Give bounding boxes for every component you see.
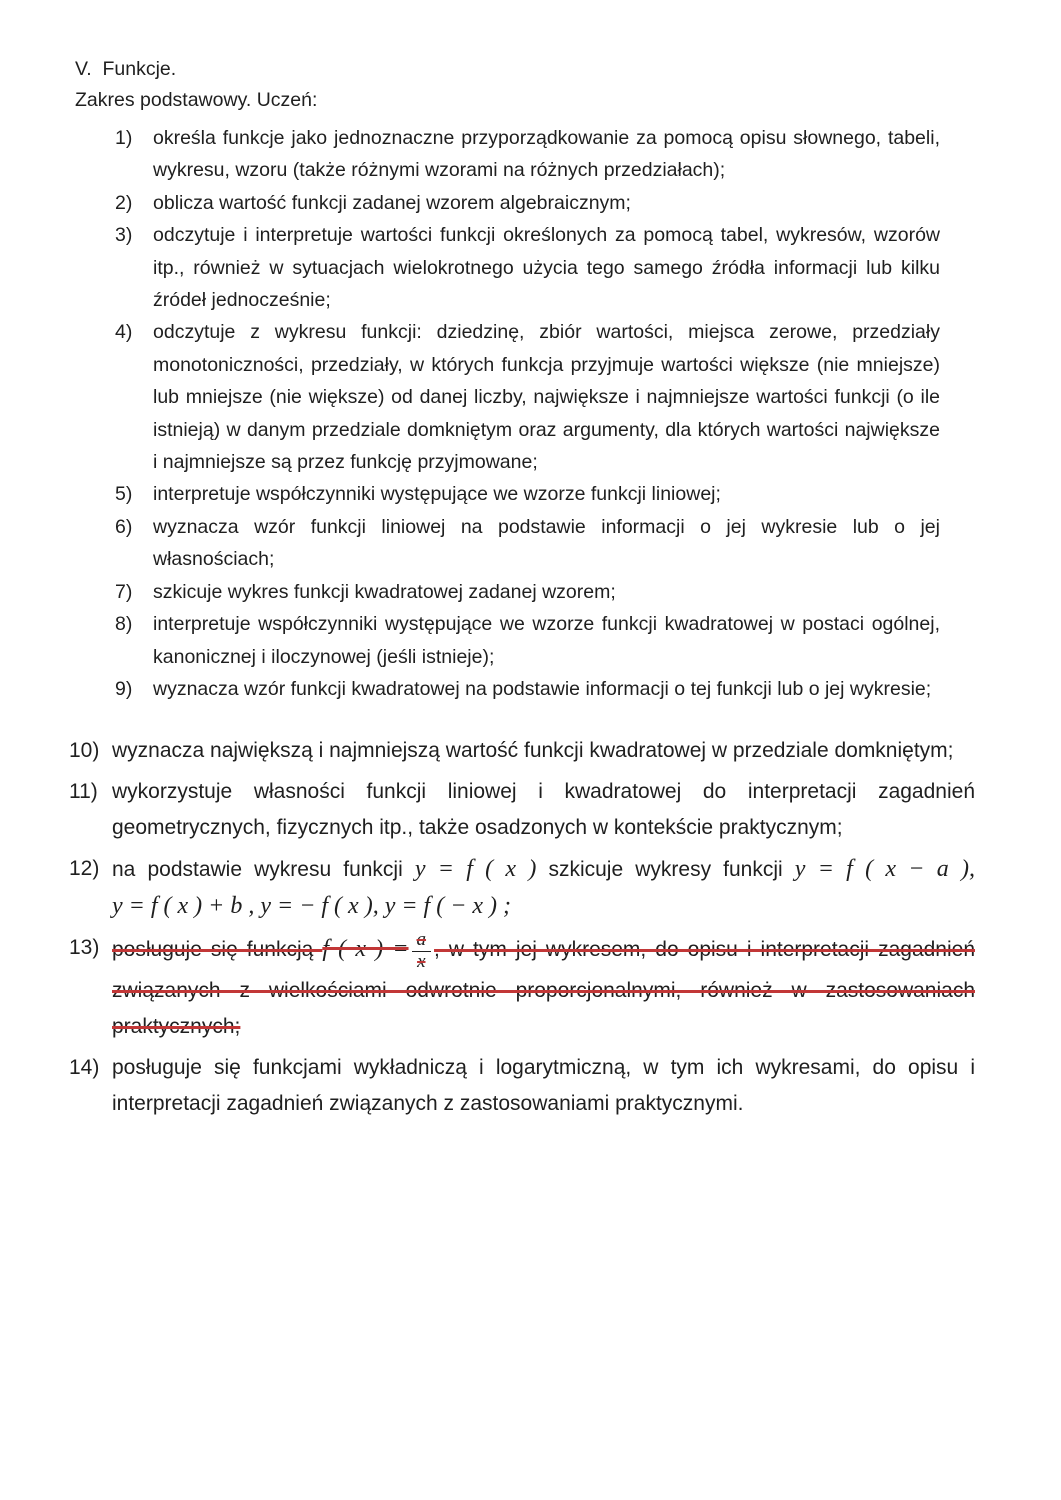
- item-text: [153, 127, 940, 181]
- item-number: 12): [69, 856, 100, 880]
- document-content: [69, 54, 985, 1127]
- item-text: [112, 855, 975, 920]
- text-segment: określa funkcje jako jednoznaczne przyporządkowanie za pomocą opisu słownego, tabeli, wykresu, wzoru (także różnymi wzorami na różnych przedziałach);: [153, 127, 940, 182]
- text-segment: oblicza wartość funkcji zadanej wzorem algebraicznym;: [153, 191, 631, 214]
- item-number: 6): [115, 515, 133, 538]
- text-segment: na podstawie wykresu funkcji: [112, 857, 415, 881]
- item-text: [153, 581, 616, 603]
- text-segment: wyznacza największą i najmniejszą wartość funkcji kwadratowej w przedziale domkniętym;: [112, 739, 954, 763]
- list-item: [69, 774, 975, 847]
- section-title: V. Funkcje.: [75, 58, 177, 80]
- list-item: [69, 1050, 975, 1123]
- section-subtitle: Zakres podstawowy. Uczeń:: [75, 89, 318, 111]
- item-number: 10): [69, 739, 100, 763]
- item-text: [153, 516, 940, 570]
- list-item: [75, 478, 940, 510]
- item-text: [153, 678, 931, 700]
- text-segment: , w tym jej wykresem, do opisu i interpretacji zagadnień związanych z wielkościami odwrotnie proporcjonalnymi, również w zastosowaniach praktycznych;: [112, 938, 976, 1039]
- item-text: [153, 483, 721, 505]
- list-item: [75, 219, 940, 316]
- math-formula: y = f ( x ) + b , y = − f ( x ), y = f ( − x ) ;: [112, 893, 512, 920]
- item-text: [153, 321, 940, 473]
- fraction-numerator: a: [412, 930, 432, 952]
- item-number: 8): [115, 613, 133, 636]
- text-segment: interpretuje współczynniki występujące we wzorze funkcji kwadratowej w postaci ogólnej, kanonicznej i iloczynowej (jeśli istnieje);: [153, 613, 940, 668]
- text-segment: odczytuje i interpretuje wartości funkcji określonych za pomocą tabel, wykresów, wzorów itp., również w sytuacjach wielokrotnego użycia tego samego źródła informacji lub kilku źródeł jednocześnie;: [153, 224, 940, 312]
- text-segment: posługuje się funkcjami wykładniczą i logarytmiczną, w tym ich wykresami, do opisu i interpretacji zagadnień związanych z zastosowaniami praktycznymi.: [112, 1055, 975, 1116]
- list-item: [75, 187, 940, 219]
- list-item: [69, 733, 975, 770]
- text-segment: wyznacza wzór funkcji kwadratowej na podstawie informacji o tej funkcji lub o jej wykresie;: [153, 677, 932, 700]
- list-item: [75, 316, 940, 478]
- list-item: [75, 576, 940, 608]
- item-number: 14): [69, 1055, 100, 1079]
- item-number: 4): [115, 321, 133, 344]
- item-text: [112, 780, 975, 840]
- math-formula: f ( x ) =: [322, 936, 409, 963]
- item-number: 5): [115, 483, 133, 506]
- item-number: 11): [69, 779, 98, 803]
- inner-item-list: [75, 122, 940, 705]
- item-text-deleted: [112, 928, 976, 1039]
- math-formula: y = f ( x ): [414, 855, 537, 882]
- text-segment: posługuje się funkcją: [112, 938, 323, 962]
- item-number: 9): [115, 677, 133, 700]
- item-text: [153, 192, 631, 214]
- item-text: [112, 1056, 975, 1116]
- text-segment: wykorzystuje własności funkcji liniowej i kwadratowej do interpretacji zagadnień geometrycznych, fizycznych itp., także osadzonych w kontekście praktycznym;: [112, 779, 975, 840]
- item-number: 13): [69, 935, 100, 959]
- fraction-denominator: x: [417, 950, 426, 972]
- text-segment: szkicuje wykresy funkcji: [536, 857, 795, 881]
- list-item: [69, 930, 975, 1046]
- math-fraction: [412, 930, 432, 973]
- text-segment: wyznacza wzór funkcji liniowej na podstawie informacji o jej wykresie lub o jej własnościach;: [153, 515, 940, 571]
- item-number: 3): [115, 224, 133, 247]
- text-segment: szkicuje wykres funkcji kwadratowej zadanej wzorem;: [153, 580, 616, 603]
- item-number: 1): [115, 127, 133, 149]
- list-item: [69, 851, 975, 926]
- item-text: [153, 224, 940, 311]
- list-item: [75, 511, 940, 576]
- item-number: 7): [115, 580, 133, 603]
- text-segment: odczytuje z wykresu funkcji: dziedzinę, zbiór wartości, miejsca zerowe, przedziały monotoniczności, przedziały, w których funkcja przyjmuje wartości większe (nie mniejsze) lub mniejsze (nie większe) od danej liczby, największe i najmniejsze wartości funkcji (o ile istnieją) w danym przedziale domkniętym oraz argumenty, dla których wartości największe i najmniejsze są przez funkcję przyjmowane;: [153, 321, 940, 474]
- list-item: [75, 608, 940, 673]
- outer-item-list: [69, 733, 975, 1122]
- item-text: [112, 739, 954, 762]
- item-text: [153, 613, 940, 667]
- list-item: [75, 122, 940, 187]
- math-formula: y = f ( x − a ),: [794, 855, 975, 882]
- list-item: [75, 673, 940, 705]
- item-number: 2): [115, 191, 133, 214]
- text-segment: interpretuje współczynniki występujące we wzorze funkcji liniowej;: [153, 483, 721, 506]
